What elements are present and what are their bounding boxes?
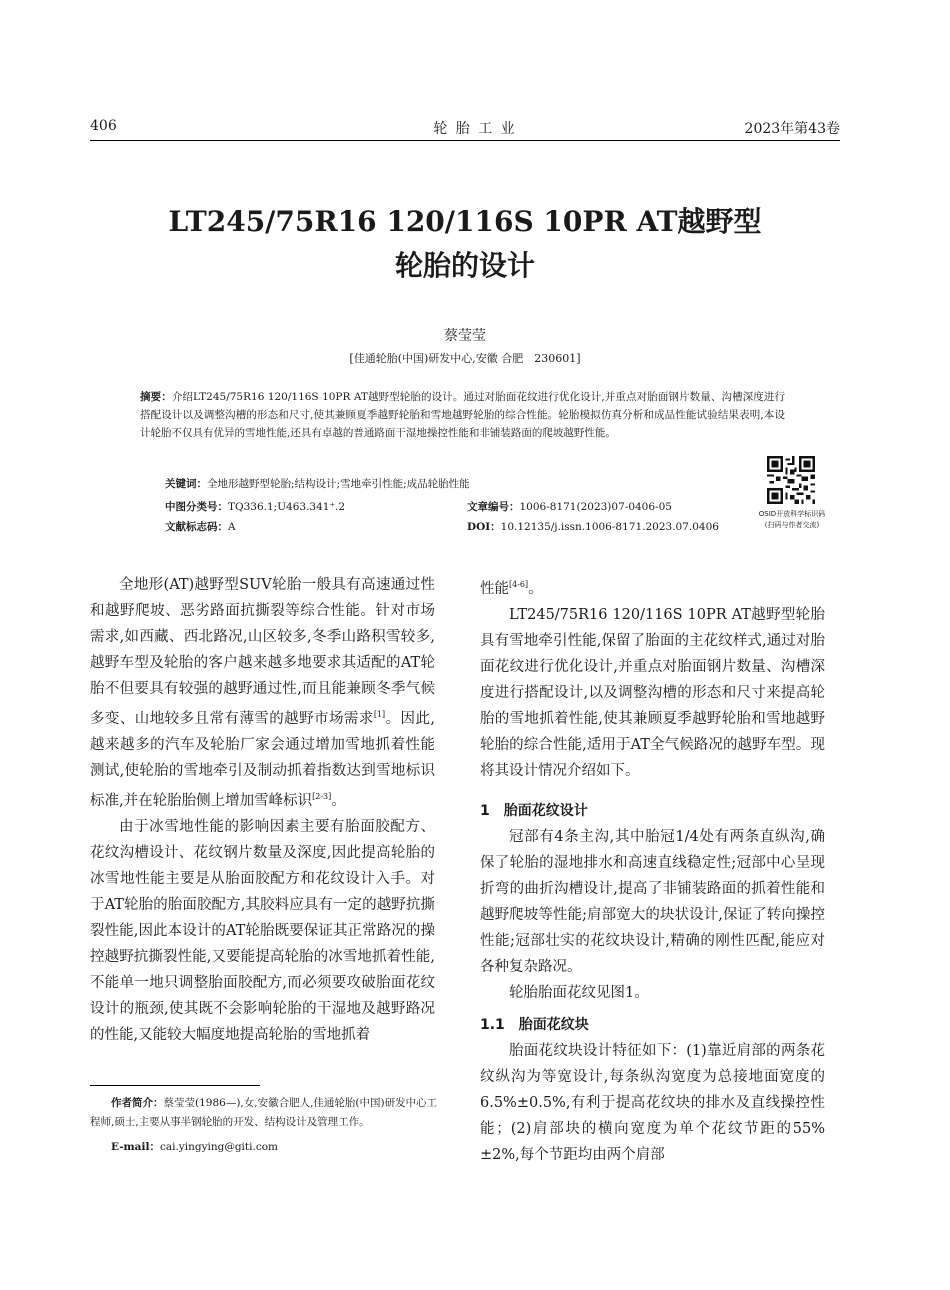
osid-caption [752,509,832,531]
citation[interactable]: [4-6] [509,580,529,589]
keywords-label: 关键词： [165,478,207,490]
classification [165,499,345,514]
article-number [467,499,672,514]
citation[interactable]: [1] [373,710,386,719]
email-link[interactable]: cai.yingying@giti.com [159,1141,278,1153]
article-title [90,200,840,288]
title-line-1: LT245/75R16 120/116S 10PR AT越野型 [168,205,762,238]
issue-info: 2023年第43卷 [744,121,840,137]
paragraph: 轮胎胎面花纹见图1。 [509,984,649,1001]
paragraph: LT245/75R16 120/116S 10PR AT越野型轮胎具有雪地牵引性能,保留了胎面的主花纹样式,通过对胎面花纹进行优化设计,并重点对胎面钢片数量、沟槽深度进行搭配设计,以及调整沟槽的形态和尺寸来提高轮胎的雪地抓着性能,使其兼顾夏季越野轮胎和雪地越野轮胎的综合性能,适用于AT全气候路况的越野车型。现将其设计情况介绍如下。 [480,606,825,779]
paragraph: 由于冰雪地性能的影响因素主要有胎面胶配方、花纹沟槽设计、花纹钢片数量及深度,因此提高轮胎的冰雪地性能主要是从胎面胶配方和花纹设计入手。对于AT轮胎的胎面胶配方,其胶料应具有一定的越野抗撕裂性能,因此本设计的AT轮胎既要保证其正常路况的操控越野抗撕裂性能,又要能提高轮胎的冰雪地抓着性能,不能单一地只调整胎面胶配方,而必须要攻破胎面花纹设计的瓶颈,使其既不会影响轮胎的干湿地及越野路况的性能,又能较大幅度地提高轮胎的雪地抓着 [90,818,435,1043]
classification-text: TQ336.1;U463.341⁺.2 [228,501,346,513]
text-span: 。因此,越来越多的汽车及轮胎厂家会通过增加雪地抓着性能测试,使轮胎的雪地牵引及制动抓着指数达到雪地标识标准,并在轮胎胎侧上增加雪峰标识 [90,710,436,809]
article-number-label: 文章编号： [467,501,520,513]
title-line-2: 轮胎的设计 [394,249,535,282]
page-number: 406 [90,118,117,134]
text-span: 。 [528,580,543,597]
abstract-text: 介绍LT245/75R16 120/116S 10PR AT越野型轮胎的设计。通过对胎面花纹进行优化设计,并重点对胎面钢片数量、沟槽深度进行搭配设计以及调整沟槽的形态和尺寸,使其兼顾夏季越野轮胎和雪地越野轮胎的综合性能。轮胎模拟仿真分析和成品性能试验结果表明,本设计轮胎不仅具有优异的雪地性能,还具有卓越的普通路面干湿地操控性能和非铺装路面的爬坡越野性能。 [140,391,785,439]
subsection-heading: 1.1 胎面花纹块 [480,1016,589,1033]
osid-line-1: OSID开放科学标识码 [758,510,826,518]
text-span: 。 [331,792,346,809]
paragraph: 冠部有4条主沟,其中胎冠1/4处有两条直纵沟,确保了轮胎的湿地排水和高速直线稳定性;冠部中心呈现折弯的曲折沟槽设计,提高了非铺装路面的抓着性能和越野爬坡等性能;肩部宽大的块状设计,保证了转向操控性能;冠部壮实的花纹块设计,精确的刚性匹配,能应对各种复杂路况。 [480,828,825,975]
author-bio [90,1094,445,1132]
footnote-rule [90,1085,260,1086]
header-rule [90,140,840,141]
document-code-text: A [228,521,236,533]
paragraph [90,572,435,814]
email-label: E-mail： [111,1141,160,1153]
section-heading: 1 胎面花纹设计 [480,802,588,819]
abstract [140,388,785,442]
abstract-label: 摘要： [140,391,172,403]
doi-label: DOI： [467,521,501,533]
paragraph: 胎面花纹块设计特征如下：(1)靠近肩部的两条花纹纵沟为等宽设计,每条纵沟宽度为总接地面宽度的6.5%±0.5%,有利于提高花纹块的排水及直线操控性能；(2)肩部块的横向宽度为单个花纹节距的55%±2%,每个节距均由两个肩部 [480,1042,825,1163]
document-code [165,519,236,534]
osid-line-2: (扫码与作者交流) [764,521,820,529]
document-code-label: 文献标志码： [165,521,228,533]
text-span: 全地形(AT)越野型SUV轮胎一般具有高速通过性和越野爬坡、恶劣路面抗撕裂等综合性能。针对市场需求,如西藏、西北路况,山区较多,冬季山路积雪较多,越野车型及轮胎的客户越来越多地要求其适配的AT轮胎不但要具有较强的越野通过性,而且能兼顾冬季气候多变、山地较多且常有薄雪的越野市场需求 [90,577,435,727]
keywords [165,476,470,491]
author-bio-text: 蔡莹莹(1986—),女,安徽合肥人,佳通轮胎(中国)研发中心工程师,硕士,主要从事半钢轮胎的开发、结构设计及管理工作。 [90,1097,438,1128]
email [90,1138,445,1157]
journal-name: 轮 胎 工 业 [433,121,517,137]
author-bio-label: 作者简介： [111,1097,164,1109]
classification-label: 中图分类号： [165,501,228,513]
citation[interactable]: [2-3] [312,791,332,801]
qr-code[interactable] [767,456,815,504]
right-column [480,572,825,1168]
footnote [90,1094,445,1157]
doi-text: 10.12135/j.issn.1006-8171.2023.07.0406 [500,521,719,533]
article-number-text: 1006-8171(2023)07-0406-05 [519,501,672,513]
affiliation: [佳通轮胎(中国)研发中心,安徽 合肥 230601] [349,352,581,365]
left-column [90,572,435,1048]
keywords-text: 全地形越野型轮胎;结构设计;雪地牵引性能;成品轮胎性能 [207,478,470,490]
doi [467,519,719,534]
paragraph [480,572,825,602]
text-span: 性能 [480,580,509,597]
author-name: 蔡莹莹 [444,328,486,344]
